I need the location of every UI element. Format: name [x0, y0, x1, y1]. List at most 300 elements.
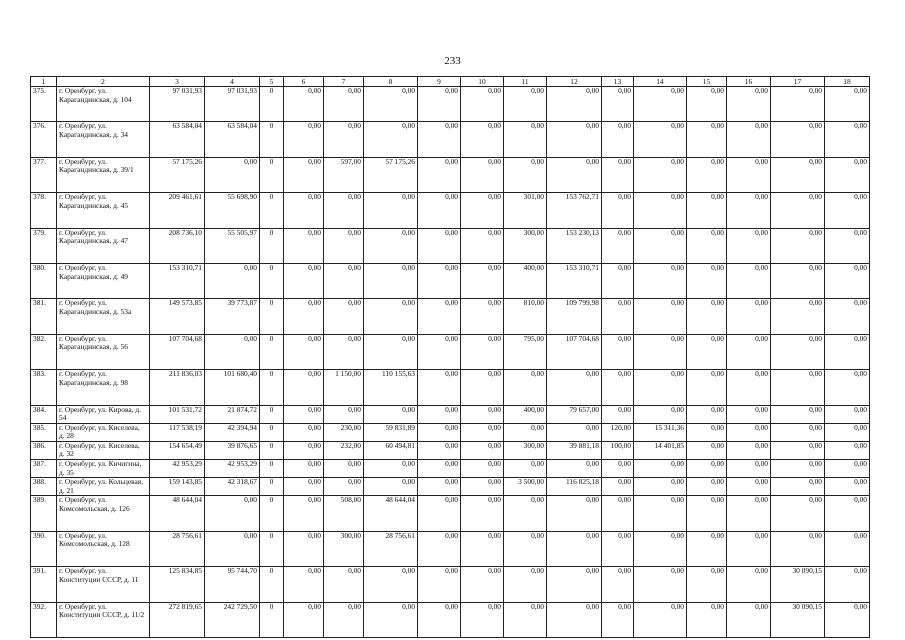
value-cell: 0,00 [727, 299, 771, 334]
value-cell: 0,00 [687, 87, 727, 122]
value-cell: 0,00 [461, 531, 504, 566]
value-cell: 230,00 [324, 423, 364, 441]
value-cell: 0,00 [461, 423, 504, 441]
value-cell: 0,00 [461, 496, 504, 531]
address-cell: г. Оренбург, ул. Карагандинская, д. 34 [57, 122, 150, 157]
row-index-cell: 384. [31, 405, 57, 423]
value-cell: 0,00 [284, 496, 324, 531]
value-cell: 125 834,85 [150, 567, 205, 602]
value-cell: 400,00 [504, 405, 547, 423]
value-cell: 0 [260, 567, 284, 602]
value-cell: 0,00 [547, 370, 602, 405]
value-cell: 0,00 [547, 460, 602, 478]
value-cell: 0,00 [602, 228, 634, 263]
value-cell: 0,00 [364, 193, 418, 228]
table-row [31, 423, 870, 441]
value-cell: 1 150,00 [324, 370, 364, 405]
value-cell: 0,00 [284, 602, 324, 637]
value-cell: 0,00 [687, 263, 727, 298]
value-cell: 0,00 [727, 193, 771, 228]
value-cell: 0,00 [727, 478, 771, 496]
address-cell: г. Оренбург, ул. Карагандинская, д. 53а [57, 299, 150, 334]
column-header: 4 [205, 77, 260, 87]
value-cell: 0,00 [687, 405, 727, 423]
value-cell: 0,00 [547, 602, 602, 637]
value-cell: 48 644,04 [364, 496, 418, 531]
value-cell: 0,00 [284, 87, 324, 122]
value-cell: 0,00 [687, 423, 727, 441]
value-cell: 0,00 [284, 157, 324, 192]
value-cell: 0,00 [461, 299, 504, 334]
column-header: 6 [284, 77, 324, 87]
value-cell: 0,00 [364, 228, 418, 263]
value-cell: 0,00 [324, 602, 364, 637]
value-cell: 101 531,72 [150, 405, 205, 423]
value-cell: 0 [260, 423, 284, 441]
value-cell: 0,00 [727, 228, 771, 263]
value-cell: 0 [260, 299, 284, 334]
value-cell: 0,00 [687, 496, 727, 531]
table-row [31, 602, 870, 637]
value-cell: 0,00 [687, 122, 727, 157]
column-header: 12 [547, 77, 602, 87]
value-cell: 30 090,15 [771, 567, 825, 602]
row-index-cell: 390. [31, 531, 57, 566]
value-cell: 0,00 [284, 299, 324, 334]
value-cell: 0,00 [771, 334, 825, 369]
column-header: 8 [364, 77, 418, 87]
table-row [31, 263, 870, 298]
value-cell: 0,00 [771, 157, 825, 192]
row-index-cell: 375. [31, 87, 57, 122]
value-cell: 0,00 [727, 567, 771, 602]
value-cell: 109 799,98 [547, 299, 602, 334]
value-cell: 28 756,61 [364, 531, 418, 566]
value-cell: 0,00 [418, 122, 461, 157]
value-cell: 0,00 [687, 228, 727, 263]
value-cell: 0,00 [461, 478, 504, 496]
value-cell: 0 [260, 531, 284, 566]
address-cell: г. Оренбург, ул. Карагандинская, д. 45 [57, 193, 150, 228]
value-cell: 0,00 [324, 567, 364, 602]
page-number: 233 [444, 55, 461, 67]
value-cell: 0,00 [771, 496, 825, 531]
value-cell: 300,00 [504, 228, 547, 263]
value-cell: 242 729,50 [205, 602, 260, 637]
column-header: 3 [150, 77, 205, 87]
row-index-cell: 378. [31, 193, 57, 228]
value-cell: 0,00 [602, 299, 634, 334]
value-cell: 208 736,10 [150, 228, 205, 263]
value-cell: 0,00 [461, 405, 504, 423]
value-cell: 0,00 [504, 157, 547, 192]
address-cell: г. Оренбург, ул. Кирова, д. 54 [57, 405, 150, 423]
value-cell: 39 773,87 [205, 299, 260, 334]
value-cell: 42 318,67 [205, 478, 260, 496]
value-cell: 0,00 [364, 405, 418, 423]
value-cell: 0 [260, 460, 284, 478]
column-header: 16 [727, 77, 771, 87]
table-row [31, 370, 870, 405]
value-cell: 0,00 [547, 531, 602, 566]
value-cell: 0,00 [504, 87, 547, 122]
value-cell: 0,00 [461, 441, 504, 459]
row-index-cell: 386. [31, 441, 57, 459]
value-cell: 107 704,68 [150, 334, 205, 369]
value-cell: 0,00 [602, 122, 634, 157]
value-cell: 0,00 [324, 334, 364, 369]
value-cell: 0,00 [602, 157, 634, 192]
value-cell: 21 874,72 [205, 405, 260, 423]
value-cell: 39 876,65 [205, 441, 260, 459]
value-cell: 153 762,71 [547, 193, 602, 228]
value-cell: 0,00 [324, 122, 364, 157]
value-cell: 120,00 [602, 423, 634, 441]
value-cell: 0,00 [324, 87, 364, 122]
value-cell: 0,00 [634, 157, 687, 192]
value-cell: 0,00 [825, 263, 870, 298]
column-header: 17 [771, 77, 825, 87]
table-row [31, 193, 870, 228]
table-row [31, 405, 870, 423]
value-cell: 0,00 [771, 460, 825, 478]
value-cell: 0,00 [284, 478, 324, 496]
value-cell: 0,00 [284, 441, 324, 459]
value-cell: 39 881,18 [547, 441, 602, 459]
value-cell: 0,00 [634, 460, 687, 478]
table-row [31, 228, 870, 263]
value-cell: 0,00 [324, 263, 364, 298]
address-cell: г. Оренбург, ул. Карагандинская, д. 56 [57, 334, 150, 369]
value-cell: 0,00 [324, 405, 364, 423]
value-cell: 0,00 [825, 441, 870, 459]
value-cell: 0,00 [634, 122, 687, 157]
value-cell: 0,00 [634, 567, 687, 602]
value-cell: 0,00 [205, 263, 260, 298]
value-cell: 0,00 [418, 567, 461, 602]
value-cell: 0,00 [418, 193, 461, 228]
value-cell: 0,00 [825, 370, 870, 405]
value-cell: 0,00 [418, 87, 461, 122]
table-row [31, 460, 870, 478]
value-cell: 0,00 [284, 193, 324, 228]
value-cell: 0,00 [825, 496, 870, 531]
column-header: 11 [504, 77, 547, 87]
value-cell: 810,00 [504, 299, 547, 334]
row-index-cell: 376. [31, 122, 57, 157]
value-cell: 14 401,85 [634, 441, 687, 459]
value-cell: 0,00 [687, 193, 727, 228]
value-cell: 0,00 [205, 334, 260, 369]
value-cell: 0,00 [634, 87, 687, 122]
row-index-cell: 389. [31, 496, 57, 531]
value-cell: 0,00 [324, 460, 364, 478]
value-cell: 0,00 [825, 478, 870, 496]
value-cell: 0,00 [284, 460, 324, 478]
value-cell: 0,00 [634, 193, 687, 228]
value-cell: 0,00 [364, 460, 418, 478]
value-cell: 0,00 [727, 602, 771, 637]
value-cell: 0,00 [418, 157, 461, 192]
value-cell: 0,00 [727, 496, 771, 531]
value-cell: 0,00 [771, 228, 825, 263]
value-cell: 0,00 [547, 122, 602, 157]
value-cell: 0,00 [771, 87, 825, 122]
value-cell: 48 644,04 [150, 496, 205, 531]
value-cell: 0,00 [284, 228, 324, 263]
value-cell: 0,00 [461, 460, 504, 478]
value-cell: 0,00 [602, 496, 634, 531]
table-header [31, 77, 870, 87]
value-cell: 0,00 [364, 263, 418, 298]
value-cell: 300,00 [504, 441, 547, 459]
value-cell: 0,00 [771, 478, 825, 496]
column-header: 15 [687, 77, 727, 87]
value-cell: 0,00 [771, 531, 825, 566]
value-cell: 0,00 [634, 602, 687, 637]
value-cell: 0,00 [825, 157, 870, 192]
value-cell: 0 [260, 263, 284, 298]
value-cell: 0,00 [634, 531, 687, 566]
value-cell: 0,00 [727, 370, 771, 405]
row-index-cell: 382. [31, 334, 57, 369]
value-cell: 0,00 [418, 460, 461, 478]
value-cell: 0,00 [634, 405, 687, 423]
value-cell: 0 [260, 496, 284, 531]
column-header: 2 [57, 77, 150, 87]
value-cell: 0,00 [687, 299, 727, 334]
value-cell: 0,00 [825, 193, 870, 228]
value-cell: 0,00 [771, 299, 825, 334]
value-cell: 57 175,26 [150, 157, 205, 192]
value-cell: 0,00 [602, 531, 634, 566]
value-cell: 0,00 [205, 531, 260, 566]
value-cell: 0,00 [727, 122, 771, 157]
column-header: 5 [260, 77, 284, 87]
column-header: 13 [602, 77, 634, 87]
value-cell: 0,00 [602, 263, 634, 298]
table-row [31, 122, 870, 157]
table-row [31, 496, 870, 531]
value-cell: 0,00 [461, 87, 504, 122]
address-cell: г. Оренбург, ул. Карагандинская, д. 39/1 [57, 157, 150, 192]
address-cell: г. Оренбург, ул. Комсомольская, д. 126 [57, 496, 150, 531]
value-cell: 0,00 [418, 334, 461, 369]
value-cell: 0,00 [727, 423, 771, 441]
value-cell: 57 175,26 [364, 157, 418, 192]
value-cell: 597,00 [324, 157, 364, 192]
value-cell: 0,00 [284, 263, 324, 298]
column-header: 9 [418, 77, 461, 87]
value-cell: 0,00 [771, 370, 825, 405]
row-index-cell: 387. [31, 460, 57, 478]
value-cell: 232,00 [324, 441, 364, 459]
value-cell: 0,00 [461, 370, 504, 405]
value-cell: 0,00 [687, 567, 727, 602]
value-cell: 0,00 [461, 567, 504, 602]
address-cell: г. Оренбург, ул. Киселева, д. 28 [57, 423, 150, 441]
column-header: 18 [825, 77, 870, 87]
value-cell: 0,00 [461, 228, 504, 263]
value-cell: 0,00 [727, 441, 771, 459]
value-cell: 42 394,94 [205, 423, 260, 441]
value-cell: 0,00 [461, 157, 504, 192]
value-cell: 3 500,00 [504, 478, 547, 496]
value-cell: 0,00 [687, 370, 727, 405]
value-cell: 0,00 [825, 567, 870, 602]
row-index-cell: 379. [31, 228, 57, 263]
value-cell: 63 584,04 [205, 122, 260, 157]
address-cell: г. Оренбург, ул. Карагандинская, д. 49 [57, 263, 150, 298]
value-cell: 0,00 [825, 602, 870, 637]
value-cell: 0,00 [771, 441, 825, 459]
value-cell: 0,00 [461, 602, 504, 637]
table-row [31, 478, 870, 496]
value-cell: 42 953,29 [205, 460, 260, 478]
column-header: 1 [31, 77, 57, 87]
value-cell: 15 311,36 [634, 423, 687, 441]
value-cell: 0,00 [418, 405, 461, 423]
value-cell: 0,00 [727, 87, 771, 122]
table-row [31, 299, 870, 334]
table-row [31, 87, 870, 122]
value-cell: 0,00 [687, 602, 727, 637]
value-cell: 0,00 [284, 405, 324, 423]
value-cell: 0,00 [825, 122, 870, 157]
value-cell: 0,00 [364, 602, 418, 637]
value-cell: 0,00 [364, 87, 418, 122]
address-cell: г. Оренбург, ул. Карагандинская, д. 98 [57, 370, 150, 405]
value-cell: 0,00 [727, 263, 771, 298]
row-index-cell: 377. [31, 157, 57, 192]
value-cell: 0,00 [418, 496, 461, 531]
value-cell: 0,00 [504, 531, 547, 566]
value-cell: 0,00 [504, 460, 547, 478]
value-cell: 0,00 [634, 496, 687, 531]
value-cell: 0,00 [602, 87, 634, 122]
value-cell: 107 704,68 [547, 334, 602, 369]
value-cell: 0,00 [825, 531, 870, 566]
value-cell: 0,00 [687, 460, 727, 478]
table-row [31, 441, 870, 459]
address-cell: г. Оренбург, ул. Карагандинская, д. 47 [57, 228, 150, 263]
value-cell: 0,00 [205, 496, 260, 531]
value-cell: 0,00 [547, 87, 602, 122]
row-index-cell: 383. [31, 370, 57, 405]
value-cell: 0 [260, 193, 284, 228]
row-index-cell: 388. [31, 478, 57, 496]
value-cell: 0,00 [418, 299, 461, 334]
value-cell: 400,00 [504, 263, 547, 298]
value-cell: 795,00 [504, 334, 547, 369]
row-index-cell: 392. [31, 602, 57, 637]
value-cell: 0,00 [687, 531, 727, 566]
value-cell: 63 584,04 [150, 122, 205, 157]
table-row [31, 531, 870, 566]
value-cell: 0,00 [324, 299, 364, 334]
value-cell: 0,00 [727, 157, 771, 192]
value-cell: 0,00 [547, 496, 602, 531]
value-cell: 0,00 [284, 122, 324, 157]
register-table [30, 76, 870, 638]
address-cell: г. Оренбург, ул. Кичигина, д. 35 [57, 460, 150, 478]
value-cell: 0,00 [461, 193, 504, 228]
value-cell: 0,00 [418, 263, 461, 298]
value-cell: 0,00 [324, 228, 364, 263]
value-cell: 0 [260, 441, 284, 459]
value-cell: 0,00 [602, 334, 634, 369]
value-cell: 0,00 [602, 602, 634, 637]
value-cell: 0,00 [771, 423, 825, 441]
address-cell: г. Оренбург, ул. Конституции СССР, д. 11 [57, 567, 150, 602]
address-cell: г. Оренбург, ул. Карагандинская, д. 104 [57, 87, 150, 122]
value-cell: 79 657,00 [547, 405, 602, 423]
value-cell: 0,00 [602, 193, 634, 228]
table-row [31, 567, 870, 602]
value-cell: 30 090,15 [771, 602, 825, 637]
value-cell: 0,00 [825, 228, 870, 263]
value-cell: 0,00 [771, 263, 825, 298]
value-cell: 0,00 [284, 567, 324, 602]
value-cell: 0,00 [504, 423, 547, 441]
table-row [31, 157, 870, 192]
value-cell: 101 680,40 [205, 370, 260, 405]
value-cell: 0,00 [602, 370, 634, 405]
value-cell: 0,00 [418, 228, 461, 263]
value-cell: 117 538,19 [150, 423, 205, 441]
value-cell: 0,00 [418, 370, 461, 405]
value-cell: 116 825,18 [547, 478, 602, 496]
value-cell: 97 031,93 [205, 87, 260, 122]
address-cell: г. Оренбург, ул. Кольцевая, д. 21 [57, 478, 150, 496]
value-cell: 0,00 [418, 531, 461, 566]
row-index-cell: 380. [31, 263, 57, 298]
value-cell: 153 230,13 [547, 228, 602, 263]
address-cell: г. Оренбург, ул. Конституции СССР, д. 11/2 [57, 602, 150, 637]
value-cell: 0 [260, 122, 284, 157]
address-cell: г. Оренбург, ул. Комсомольская, д. 128 [57, 531, 150, 566]
value-cell: 0 [260, 602, 284, 637]
value-cell: 508,00 [324, 496, 364, 531]
value-cell: 0,00 [634, 478, 687, 496]
value-cell: 0,00 [364, 478, 418, 496]
row-index-cell: 391. [31, 567, 57, 602]
value-cell: 0,00 [284, 423, 324, 441]
value-cell: 0,00 [418, 478, 461, 496]
value-cell: 0,00 [727, 531, 771, 566]
value-cell: 0 [260, 334, 284, 369]
value-cell: 0,00 [418, 441, 461, 459]
value-cell: 55 698,90 [205, 193, 260, 228]
value-cell: 0,00 [418, 423, 461, 441]
value-cell: 0,00 [687, 334, 727, 369]
column-header: 10 [461, 77, 504, 87]
value-cell: 0,00 [825, 405, 870, 423]
value-cell: 300,00 [324, 531, 364, 566]
value-cell: 0,00 [825, 460, 870, 478]
value-cell: 0,00 [771, 193, 825, 228]
value-cell: 0,00 [825, 299, 870, 334]
value-cell: 0,00 [284, 334, 324, 369]
value-cell: 0,00 [687, 157, 727, 192]
value-cell: 42 953,29 [150, 460, 205, 478]
value-cell: 0,00 [461, 263, 504, 298]
value-cell: 0,00 [634, 299, 687, 334]
value-cell: 0,00 [825, 87, 870, 122]
value-cell: 55 505,97 [205, 228, 260, 263]
value-cell: 0,00 [324, 193, 364, 228]
value-cell: 0,00 [771, 122, 825, 157]
